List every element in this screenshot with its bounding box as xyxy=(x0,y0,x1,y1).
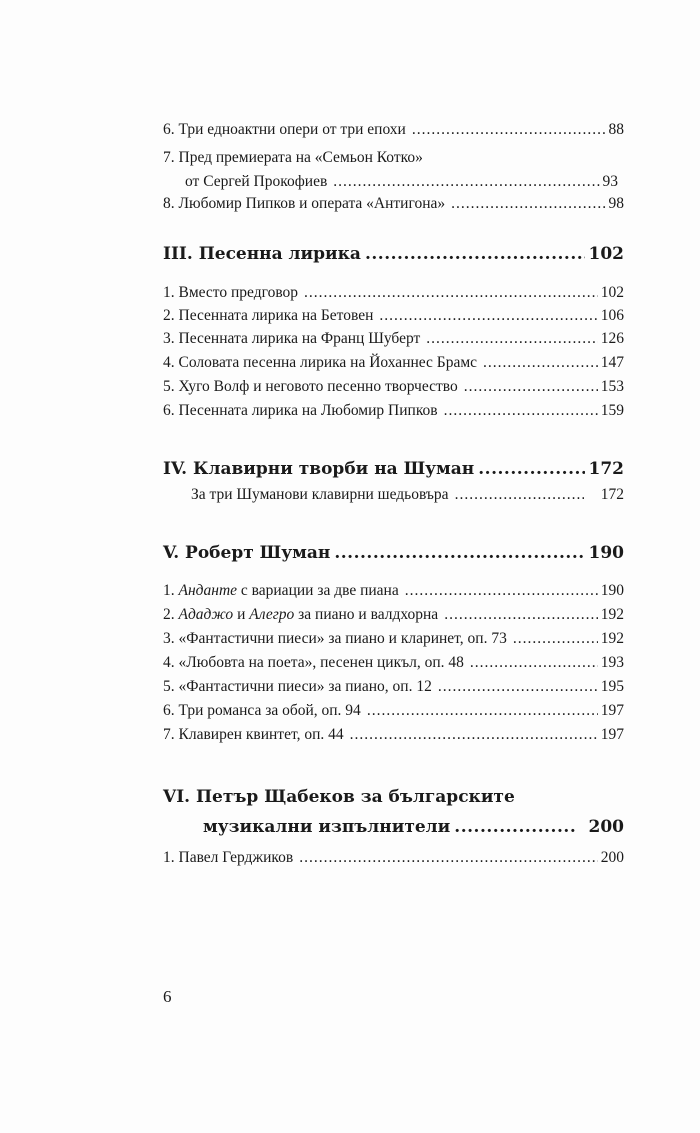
section-heading xyxy=(163,241,624,267)
dot-leader xyxy=(454,814,574,840)
toc-entry-page: 88 xyxy=(608,121,624,138)
toc-entry-title: 6. Три едноактни опери от три епохи xyxy=(163,121,406,138)
toc-entry-page: 102 xyxy=(600,284,624,301)
section-page: 200 xyxy=(588,817,624,837)
dot-leader xyxy=(478,456,584,482)
toc-entry-page: 159 xyxy=(600,402,624,419)
toc-entry-title: 6. Песенната лирика на Любомир Пипков xyxy=(163,402,438,419)
toc-entry-page: 106 xyxy=(600,307,624,324)
toc-entry-title: 3. «Фантастични пиеси» за пиано и кларинет, оп. 73 xyxy=(163,630,507,647)
toc-entry-title-cont: от Сергей Прокофиев xyxy=(185,173,328,190)
toc-entry xyxy=(163,281,624,305)
dot-leader xyxy=(367,699,598,723)
toc-entry xyxy=(163,723,624,747)
toc-entry-title: 4. «Любовта на поета», песенен цикъл, оп. 48 xyxy=(163,654,464,671)
toc-entry-title: 6. Три романса за обой, оп. 94 xyxy=(163,702,361,719)
toc-entry-title: 5. Хуго Волф и неговото песенно творчество xyxy=(163,378,458,395)
toc-entry-title: За три Шуманови клавирни шедьовъра xyxy=(191,486,449,503)
toc-entry-page: 195 xyxy=(600,678,624,695)
section-heading xyxy=(163,456,624,482)
toc-entry xyxy=(163,846,624,870)
dot-leader xyxy=(412,118,606,142)
toc-entry-title: 7. Клавирен квинтет, оп. 44 xyxy=(163,726,344,743)
toc-entry xyxy=(163,651,624,675)
toc-entry-page: 193 xyxy=(600,654,624,671)
toc-entry-title: 2. Песенната лирика на Бетовен xyxy=(163,307,374,324)
dot-leader xyxy=(405,579,598,603)
toc-entry xyxy=(163,675,624,699)
toc-entry xyxy=(163,699,624,723)
toc-entry-page: 98 xyxy=(608,195,624,212)
dot-leader xyxy=(444,399,598,423)
dot-leader xyxy=(455,483,584,507)
section-heading xyxy=(163,784,624,840)
section-page: 190 xyxy=(588,543,624,563)
dot-leader xyxy=(444,603,598,627)
toc-entry-page: 147 xyxy=(600,354,624,371)
dot-leader xyxy=(365,241,585,267)
toc-entry-title: 3. Песенната лирика на Франц Шуберт xyxy=(163,330,421,347)
toc-entry xyxy=(163,399,624,423)
dot-leader xyxy=(379,304,597,328)
dot-leader xyxy=(426,327,597,351)
toc-entry-page: 190 xyxy=(600,582,624,599)
toc-entry-page: 172 xyxy=(600,486,624,503)
dot-leader xyxy=(464,375,598,399)
section-title: III. Песенна лирика xyxy=(163,244,361,264)
toc-entry-title: 8. Любомир Пипков и операта «Антигона» xyxy=(163,195,446,212)
section-title-cont: музикални изпълнители xyxy=(203,817,451,837)
toc-entry-page: 192 xyxy=(600,606,624,623)
toc-entry xyxy=(163,351,624,375)
toc-entry xyxy=(163,192,624,216)
section-page: 102 xyxy=(588,244,624,264)
section-title: IV. Клавирни творби на Шуман xyxy=(163,459,475,479)
toc-entry-title: 1. Анданте с вариации за две пиана xyxy=(163,582,399,599)
toc-entry xyxy=(163,603,624,627)
toc-entry xyxy=(163,483,624,507)
toc-entry-page: 153 xyxy=(600,378,624,395)
dot-leader xyxy=(438,675,598,699)
section-title: V. Роберт Шуман xyxy=(163,543,331,563)
toc-entry-page: 93 xyxy=(602,173,618,190)
toc-entry xyxy=(163,579,624,603)
toc-entry-page: 126 xyxy=(600,330,624,347)
dot-leader xyxy=(483,351,598,375)
toc-entry-title: 2. Ададжо и Алегро за пиано и валдхорна xyxy=(163,606,439,623)
toc-entry-title: 1. Вместо предговор xyxy=(163,284,299,301)
dot-leader xyxy=(333,170,599,194)
toc-entry-title: 5. «Фантастични пиеси» за пиано, оп. 12 xyxy=(163,678,432,695)
toc-entry xyxy=(163,304,624,328)
dot-leader xyxy=(299,846,598,870)
dot-leader xyxy=(334,540,584,566)
dot-leader xyxy=(470,651,598,675)
section-page: 172 xyxy=(588,459,624,479)
dot-leader xyxy=(350,723,598,747)
toc-entry xyxy=(163,146,624,194)
dot-leader xyxy=(304,281,598,305)
toc-entry-title: 7. Пред премиерата на «Семьон Котко» xyxy=(163,149,423,166)
toc-entry-page: 200 xyxy=(600,849,624,866)
toc-entry-page: 197 xyxy=(600,726,624,743)
dot-leader xyxy=(513,627,598,651)
toc-entry xyxy=(163,375,624,399)
toc-entry-page: 192 xyxy=(600,630,624,647)
toc-entry-title: 4. Соловата песенна лирика на Йоханнес Брамс xyxy=(163,354,478,371)
toc-entry-title: 1. Павел Герджиков xyxy=(163,849,294,866)
toc-entry xyxy=(163,627,624,651)
section-heading xyxy=(163,540,624,566)
toc-entry xyxy=(163,118,624,142)
page-number: 6 xyxy=(163,987,172,1006)
section-title: VI. Петър Щабеков за българските xyxy=(163,787,515,807)
dot-leader xyxy=(451,192,605,216)
toc-entry xyxy=(163,327,624,351)
toc-entry-page: 197 xyxy=(600,702,624,719)
